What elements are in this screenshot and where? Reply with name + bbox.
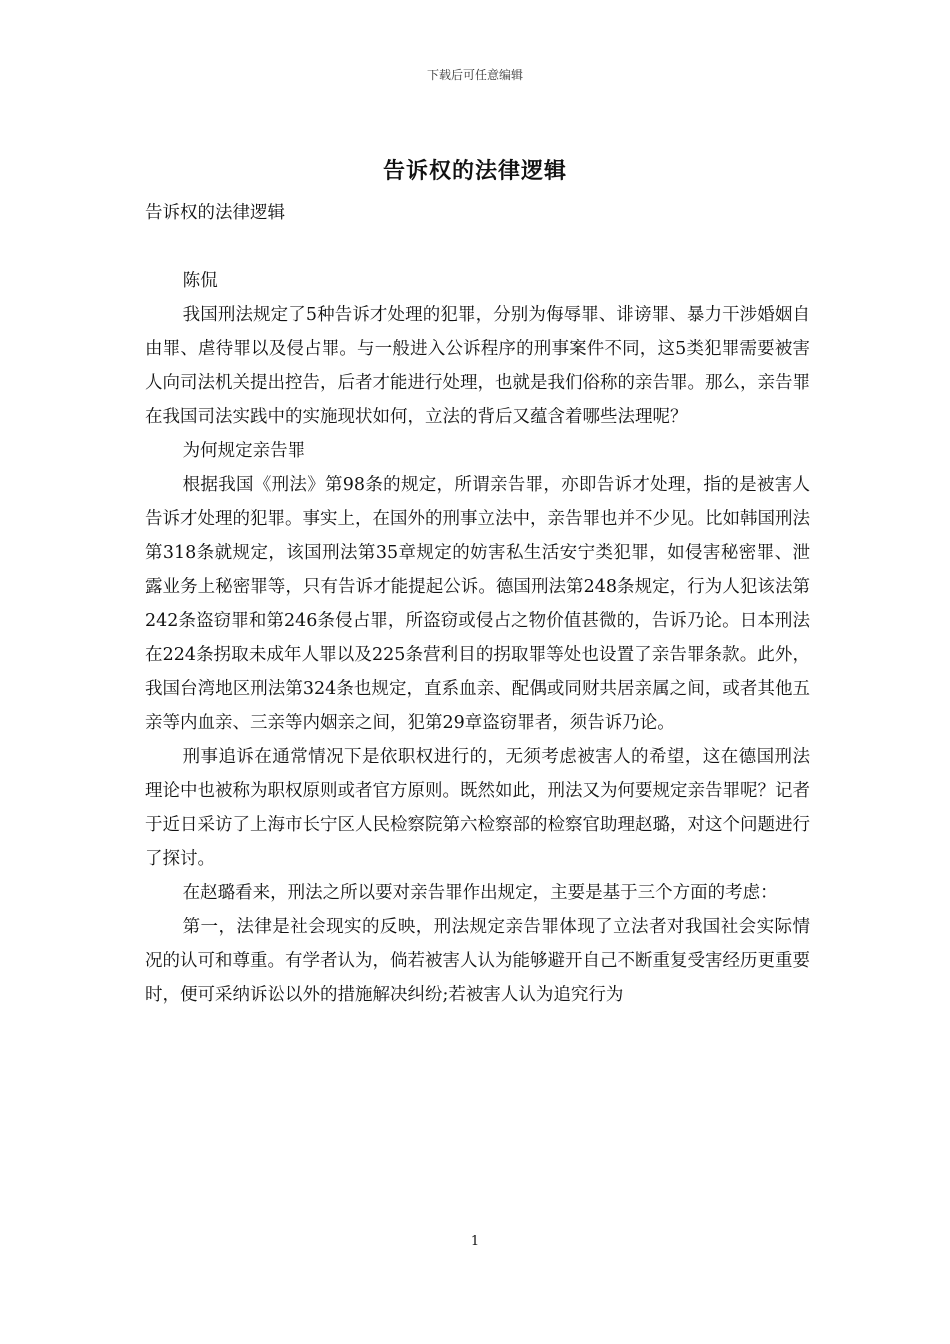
paragraph: 根据我国《刑法》第98条的规定，所谓亲告罪，亦即告诉才处理，指的是被害人告诉才处理的犯罪。事实上，在国外的刑事立法中，亲告罪也并不少见。比如韩国刑法第318条就规定，该国刑法第35章规定的妨害私生活安宁类犯罪，如侵害秘密罪、泄露业务上秘密罪等，只有告诉才能提起公诉。德国刑法第248条规定，行为人犯该法第242条盗窃罪和第246条侵占罪，所盗窃或侵占之物价值甚微的，告诉乃论。日本刑法在224条拐取未成年人罪以及225条营利目的拐取罪等处也设置了亲告罪条款。此外，我国台湾地区刑法第324条也规定，直系血亲、配偶或同财共居亲属之间，或者其他五亲等内血亲、三亲等内姻亲之间，犯第29章盗窃罪者，须告诉乃论。 <box>145 475 810 733</box>
blank-line <box>145 230 810 264</box>
document-subtitle: 告诉权的法律逻辑 <box>145 203 285 223</box>
author-name: 陈侃 <box>182 271 218 291</box>
paragraph: 在赵璐看来，刑法之所以要对亲告罪作出规定，主要是基于三个方面的考虑： <box>182 883 778 903</box>
section-heading: 为何规定亲告罪 <box>182 441 306 461</box>
paragraph: 我国刑法规定了5种告诉才处理的犯罪，分别为侮辱罪、诽谤罪、暴力干涉婚姻自由罪、虐待罪以及侵占罪。与一般进入公诉程序的刑事案件不同，这5类犯罪需要被害人向司法机关提出控告，后者才能进行处理，也就是我们俗称的亲告罪。那么，亲告罪在我国司法实践中的实施现状如何，立法的背后又蕴含着哪些法理呢？ <box>145 305 810 427</box>
document-body <box>145 196 810 1012</box>
page-header-note: 下载后可任意编辑 <box>426 68 523 82</box>
page-number: 1 <box>470 1234 480 1249</box>
document-title: 告诉权的法律逻辑 <box>382 158 567 184</box>
paragraph: 第一，法律是社会现实的反映，刑法规定亲告罪体现了立法者对我国社会实际情况的认可和尊重。有学者认为，倘若被害人认为能够避开自己不断重复受害经历更重要时，便可采纳诉讼以外的措施解决纠纷;若被害人认为追究行为 <box>145 917 810 1005</box>
paragraph: 刑事追诉在通常情况下是依职权进行的，无须考虑被害人的希望，这在德国刑法理论中也被称为职权原则或者官方原则。既然如此，刑法又为何要规定亲告罪呢？记者于近日采访了上海市长宁区人民检察院第六检察部的检察官助理赵璐，对这个问题进行了探讨。 <box>145 747 810 869</box>
